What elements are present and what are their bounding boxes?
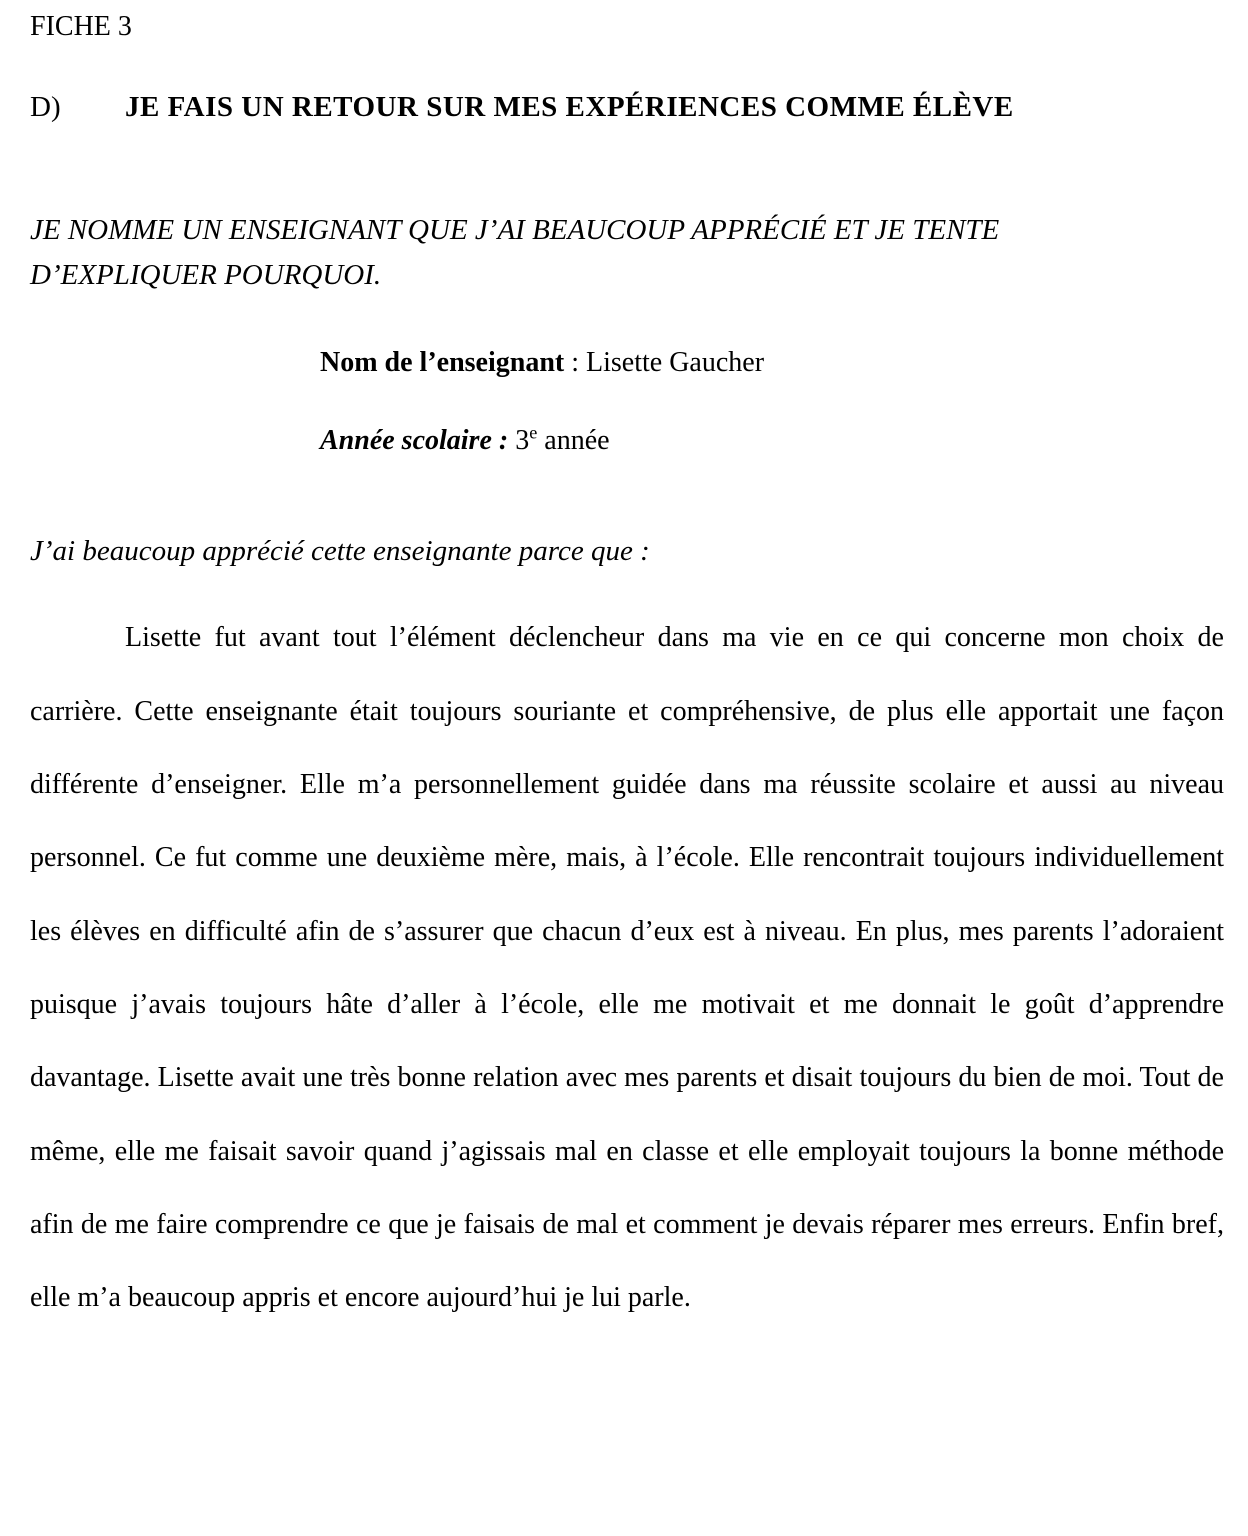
teacher-label: Nom de l’enseignant: [320, 347, 565, 379]
prompt-statement: J’ai beaucoup apprécié cette enseignante parce que :: [30, 535, 650, 568]
section-letter: D): [30, 90, 61, 123]
fiche-label: FICHE 3: [30, 11, 132, 42]
school-year-number: 3: [515, 424, 530, 456]
intro-statement: JE NOMME UN ENSEIGNANT QUE J’AI BEAUCOUP APPRÉCIÉ ET JE TENTE D’EXPLIQUER POURQUOI.: [30, 214, 1000, 292]
teacher-separator: :: [564, 347, 587, 379]
teacher-name: Lisette Gaucher: [586, 347, 765, 379]
school-year-word: année: [537, 424, 610, 456]
school-year-label: Année scolaire :: [320, 424, 516, 456]
body-paragraph: Lisette fut avant tout l’élément déclencheur dans ma vie en ce qui concerne mon choix de carrière. Cette enseignante était toujours souriante et compréhensive, de plus elle apportait une façon différente d’enseigner. Elle m’a personnellement guidée dans ma réussite scolaire et aussi au niveau personnel. Ce fut comme une deuxième mère, mais, à l’école. Elle rencontrait toujours individuellement les élèves en difficulté afin de s’assurer que chacun d’eux est à niveau. En plus, mes parents l’adoraient puisque j’avais toujours hâte d’aller à l’école, elle me motivait et me donnait le goût d’apprendre davantage. Lisette avait une très bonne relation avec mes parents et disait toujours du bien de moi. Tout de même, elle me faisait savoir quand j’agissais mal en classe et elle employait toujours la bonne méthode afin de me faire comprendre ce que je faisais de mal et comment je devais réparer mes erreurs. Enfin bref, elle m’a beaucoup appris et encore aujourd’hui je lui parle.: [30, 622, 1224, 1314]
teacher-field: [30, 346, 1224, 380]
school-year-ordinal-suffix: e: [529, 422, 538, 443]
section-heading: [30, 90, 1224, 125]
section-title: JE FAIS UN RETOUR SUR MES EXPÉRIENCES COMME ÉLÈVE: [125, 90, 1014, 123]
school-year-field: [30, 424, 1224, 458]
